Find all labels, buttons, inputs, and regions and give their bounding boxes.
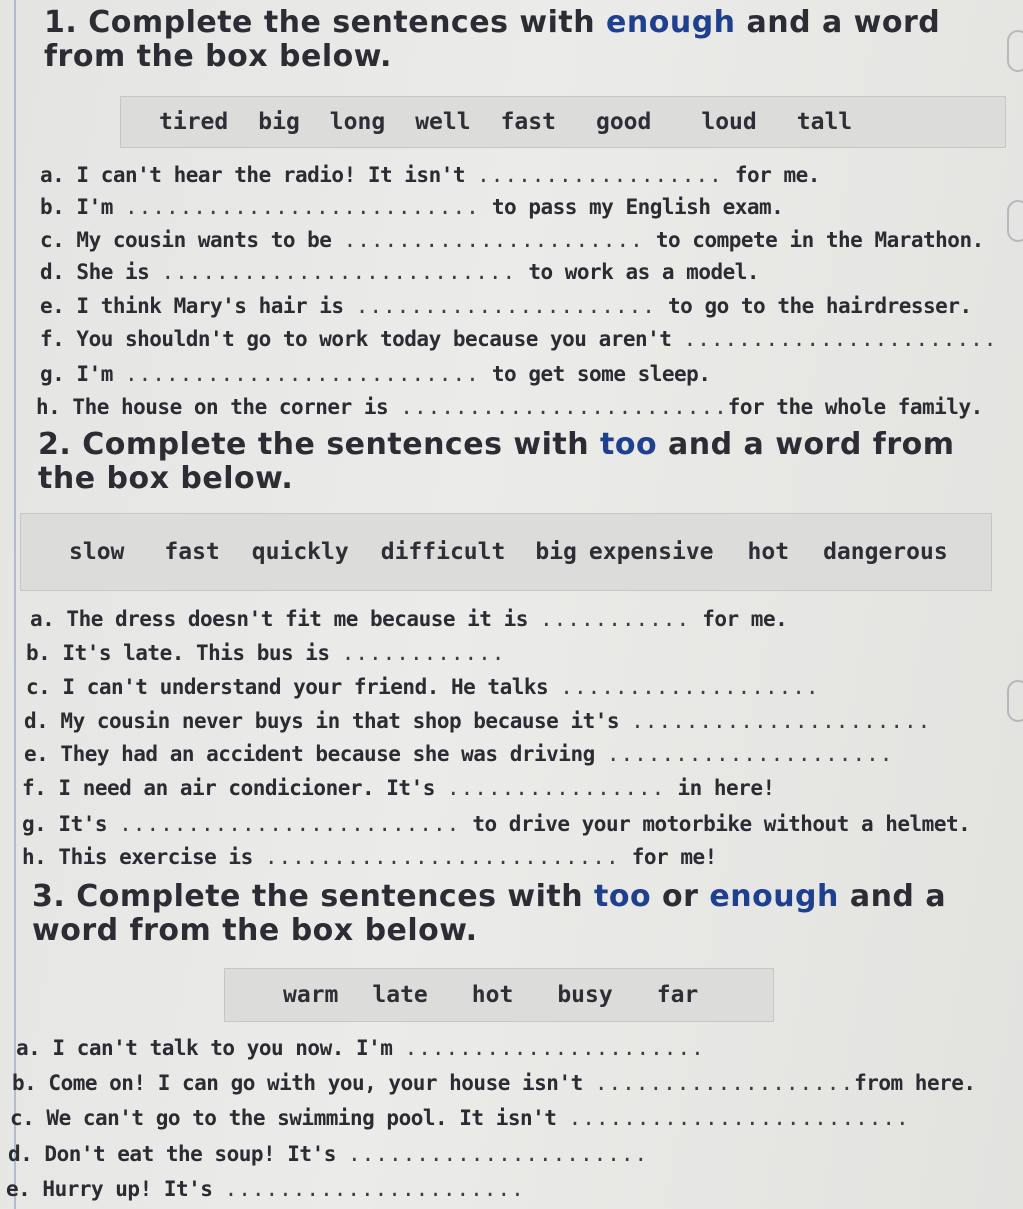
- word-box-item: far: [656, 982, 699, 1008]
- sentence: b. Come on! I can go with you, your house isn't ...................from here.: [12, 1071, 976, 1095]
- word-box-item: expensive: [588, 539, 714, 565]
- word-box-item: dangerous: [823, 539, 948, 565]
- word-box-item: well: [415, 109, 471, 135]
- word-box-item: hot: [747, 539, 790, 565]
- sentence: c. I can't understand your friend. He talks ...................: [26, 675, 820, 699]
- word-box-item: late: [372, 982, 428, 1008]
- word-box-item: busy: [557, 982, 613, 1008]
- binder-ring-mark: [1007, 680, 1023, 722]
- word-box-item: loud: [701, 109, 757, 135]
- sentence: h. This exercise is .......................... for me!: [22, 845, 717, 869]
- sentence: c. We can't go to the swimming pool. It isn't .........................: [10, 1106, 910, 1130]
- sentence: f. I need an air condicioner. It's ................ in here!: [22, 776, 775, 800]
- word-box-item: hot: [471, 982, 514, 1008]
- exercise-1-title: 1. Complete the sentences with enough and a word from the box below.: [44, 5, 941, 74]
- word-box-item: difficult: [380, 539, 506, 565]
- exercise-3-word-box: [224, 968, 774, 1022]
- binder-ring-mark: [1007, 30, 1023, 72]
- exercise-2-title: 2. Complete the sentences with too and a word from the box below.: [38, 427, 955, 496]
- word-box-item: fast: [164, 539, 220, 565]
- sentence: c. My cousin wants to be ...................... to compete in the Marathon.: [40, 228, 984, 252]
- binder-ring-mark: [1007, 200, 1023, 242]
- sentence: g. It's ......................... to drive your motorbike without a helmet.: [22, 812, 971, 836]
- sentence: b. I'm .......................... to pass my English exam.: [40, 195, 784, 219]
- sentence: d. My cousin never buys in that shop because it's ......................: [24, 709, 932, 733]
- margin-line: [14, 0, 16, 1209]
- word-box-item: tired: [159, 109, 229, 135]
- exercise-2-word-box: [20, 513, 992, 591]
- sentence: h. The house on the corner is ........................for the whole family.: [36, 395, 983, 419]
- sentence: e. They had an accident because she was driving .....................: [24, 742, 894, 766]
- word-box-item: warm: [283, 982, 339, 1008]
- sentence: g. I'm .......................... to get some sleep.: [40, 362, 711, 386]
- word-box-item: good: [595, 109, 652, 135]
- sentence: a. I can't hear the radio! It isn't .................. for me.: [40, 163, 820, 187]
- exercise-3-title: 3. Complete the sentences with too or enough and a word from the box below.: [32, 879, 947, 948]
- sentence: b. It's late. This bus is ............: [26, 641, 506, 665]
- sentence: e. Hurry up! It's ......................: [6, 1177, 525, 1201]
- word-box-item: big: [258, 109, 300, 135]
- sentence: a. I can't talk to you now. I'm ......................: [16, 1036, 705, 1060]
- sentence: d. Don't eat the soup! It's ......................: [8, 1142, 649, 1166]
- word-box-item: slow: [69, 539, 125, 565]
- sentence: d. She is .......................... to work as a model.: [40, 260, 760, 284]
- sentence: e. I think Mary's hair is ...................... to go to the hairdresser.: [40, 294, 972, 318]
- word-box-item: quickly: [251, 539, 349, 565]
- word-box-item: tall: [796, 109, 853, 135]
- word-box-item: fast: [500, 109, 556, 135]
- word-box-item: big: [535, 539, 577, 565]
- word-box-item: long: [329, 109, 386, 135]
- sentence: f. You shouldn't go to work today because you aren't .......................: [40, 327, 998, 351]
- sentence: a. The dress doesn't fit me because it is ........... for me.: [30, 607, 788, 631]
- exercise-1-word-box: [120, 96, 1006, 148]
